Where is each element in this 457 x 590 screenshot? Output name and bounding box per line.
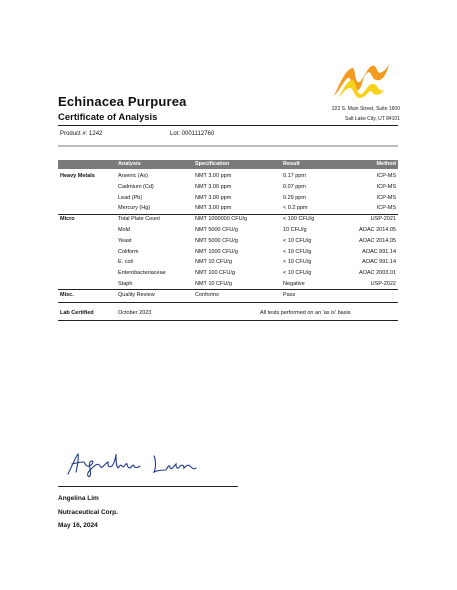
signer-company: Nutraceutical Corp. [58, 509, 118, 516]
table-row [58, 268, 398, 279]
row-method: USP-2021 [370, 216, 396, 223]
table-row [58, 257, 398, 268]
header-result: Result [283, 161, 300, 167]
row-result: Pass [283, 291, 296, 298]
row-group: Misc. [60, 291, 74, 298]
address-line-1: 222 S. Main Street, Suite 1600 [331, 106, 400, 112]
row-specification: NMT 3.00 ppm [195, 194, 232, 201]
row-analysis: Cadmium (Cd) [118, 183, 154, 190]
product-name: Echinacea Purpurea [58, 94, 187, 109]
row-analysis: Lead (Pb) [118, 194, 143, 201]
signature-line [58, 486, 238, 487]
row-specification: Conforms [195, 291, 219, 298]
table-header [58, 160, 398, 169]
row-result: 0.29 ppm [283, 194, 306, 201]
row-analysis: Coliform [118, 248, 139, 255]
table-row [58, 182, 398, 193]
row-result: < 100 CFU/g [283, 216, 315, 223]
separator-bar [58, 145, 398, 147]
signed-date: May 16, 2024 [58, 522, 98, 529]
row-result: 10 CFU/g [283, 227, 307, 233]
row-specification: NMT 1000 CFU/g [195, 248, 238, 255]
row-group: Heavy Metals [60, 173, 95, 179]
row-analysis: Total Plate Count [118, 216, 160, 223]
product-number: Product #: 1242 [60, 131, 103, 137]
lab-certified-note: All tests performed on an 'as is' basis [260, 310, 351, 316]
row-result: < 0.2 ppm [283, 205, 308, 212]
row-method: ICP-MS [376, 183, 396, 190]
row-analysis: Enterobacteriaceae [118, 270, 166, 277]
row-result: 0.07 ppm [283, 183, 306, 190]
row-result: Negative [283, 281, 305, 287]
row-specification: NMT 1000000 CFU/g [195, 216, 248, 223]
row-specification: NMT 100 CFU/g [195, 270, 235, 277]
table-row [58, 225, 398, 236]
table-bottom-border [58, 302, 398, 303]
table-row [58, 290, 398, 301]
row-result: < 10 CFU/g [283, 248, 312, 255]
table-row [58, 171, 398, 182]
row-method: ICP-MS [376, 173, 396, 179]
row-analysis: E. coli [118, 259, 133, 266]
row-result: 0.17 ppm [283, 173, 306, 179]
row-specification: NMT 10 CFU/g [195, 281, 232, 287]
row-method: AOAC 2003.01 [359, 270, 396, 277]
row-specification: NMT 5000 CFU/g [195, 227, 238, 233]
lab-certified-date: October 2023 [118, 310, 152, 316]
row-method: ICP-MS [376, 205, 396, 212]
row-result: < 10 CFU/g [283, 270, 312, 277]
company-logo [332, 62, 390, 100]
row-analysis: Yeast [118, 237, 132, 244]
document-title: Certificate of Analysis [58, 112, 158, 123]
row-group: Micro [60, 216, 75, 223]
row-result: < 10 CFU/g [283, 259, 312, 266]
row-specification: NMT 3.00 ppm [195, 173, 232, 179]
table-row [58, 214, 398, 225]
header-analysis: Analysis [118, 161, 141, 167]
row-specification: NMT 3.00 ppm [195, 205, 232, 212]
row-analysis: Arsenic (As) [118, 173, 148, 179]
row-analysis: Mercury (Hg) [118, 205, 151, 212]
table-row [58, 247, 398, 258]
row-method: AOAC 991.14 [362, 259, 396, 266]
row-specification: NMT 10 CFU/g [195, 259, 232, 266]
row-specification: NMT 5000 CFU/g [195, 237, 238, 244]
lab-certified-label: Lab Certified [60, 310, 94, 316]
table-row [58, 193, 398, 204]
lab-section-border [58, 320, 398, 321]
handwritten-signature [62, 448, 212, 478]
title-underline [58, 125, 398, 126]
row-method: USP-2022 [370, 281, 396, 287]
row-method: ICP-MS [376, 194, 396, 201]
header-specification: Specification [195, 161, 230, 167]
table-row [58, 236, 398, 247]
signer-name: Angelina Lim [58, 495, 99, 502]
row-result: < 10 CFU/g [283, 237, 312, 244]
row-analysis: Staph [118, 281, 133, 287]
lot-number: Lot: 0001112760 [170, 131, 215, 137]
row-specification: NMT 3.00 ppm [195, 183, 232, 190]
address-line-2: Salt Lake City, UT 84101 [344, 116, 400, 122]
row-analysis: Quality Review [118, 291, 155, 298]
row-method: AOAC 2014.05 [359, 237, 396, 244]
row-method: AOAC 2014.05 [359, 227, 396, 233]
row-analysis: Mold [118, 227, 130, 233]
row-method: AOAC 991.14 [362, 248, 396, 255]
header-method: Method [376, 161, 396, 167]
